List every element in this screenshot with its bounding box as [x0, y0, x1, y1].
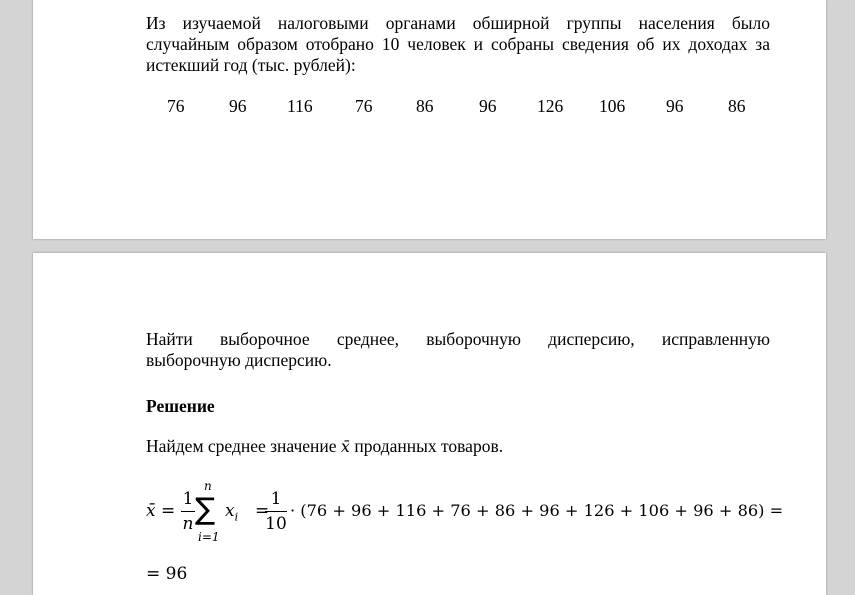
- mean-sentence: [146, 436, 770, 457]
- task-line: Найти выборочное среднее, выборочную дисперсию, исправленную: [146, 329, 770, 349]
- income-value: 96: [479, 96, 497, 116]
- problem-line: истекший год (тыс. рублей):: [146, 55, 356, 75]
- fraction-numerator: 1: [270, 489, 282, 509]
- fraction-numerator: 1: [182, 489, 194, 509]
- income-value: 76: [355, 96, 373, 116]
- income-value: 86: [728, 96, 746, 116]
- income-value: 76: [167, 96, 185, 116]
- income-values-row: [33, 96, 826, 120]
- mean-sentence-prefix: Найдем среднее значение: [146, 436, 341, 456]
- problem-line: случайным образом отобрано 10 человек и собраны сведения об их доходах за: [146, 34, 770, 54]
- income-value: 86: [416, 96, 434, 116]
- income-value: 96: [229, 96, 247, 116]
- mean-symbol: x̄: [340, 437, 350, 456]
- income-value: 106: [599, 96, 626, 116]
- formula-result: = 96: [146, 564, 188, 584]
- sum-upper-limit: n: [204, 479, 212, 493]
- fraction-one-over-n: [181, 489, 195, 534]
- solution-heading: Решение: [146, 396, 215, 416]
- separator-line: [146, 0, 551, 8]
- income-value: 96: [666, 96, 684, 116]
- mean-sentence-suffix: проданных товаров.: [349, 436, 504, 456]
- fraction-denominator: n: [182, 514, 194, 534]
- task-line: выборочную дисперсию.: [146, 350, 332, 370]
- fraction-denominator: 10: [265, 514, 287, 534]
- formula-lhs: x̄ =: [146, 501, 176, 521]
- problem-line: Из изучаемой налоговыми органами обширной группы населения было: [146, 13, 770, 33]
- task-statement: [146, 329, 770, 371]
- sum-term: $x_i$: [225, 501, 239, 524]
- fraction-one-over-ten: [265, 489, 287, 534]
- document-page-1: [33, 0, 826, 239]
- sum-lower-limit: i=1: [198, 530, 220, 544]
- sum-expression: · (76 + 96 + 116 + 76 + 86 + 96 + 126 + 106 + 96 + 86) =: [290, 501, 784, 520]
- income-value: 126: [537, 96, 564, 116]
- income-value: 116: [287, 96, 313, 116]
- problem-statement: [146, 13, 770, 76]
- document-page-2: [33, 253, 826, 595]
- sigma-icon: ∑: [195, 492, 216, 527]
- equals-sign: =: [255, 501, 270, 521]
